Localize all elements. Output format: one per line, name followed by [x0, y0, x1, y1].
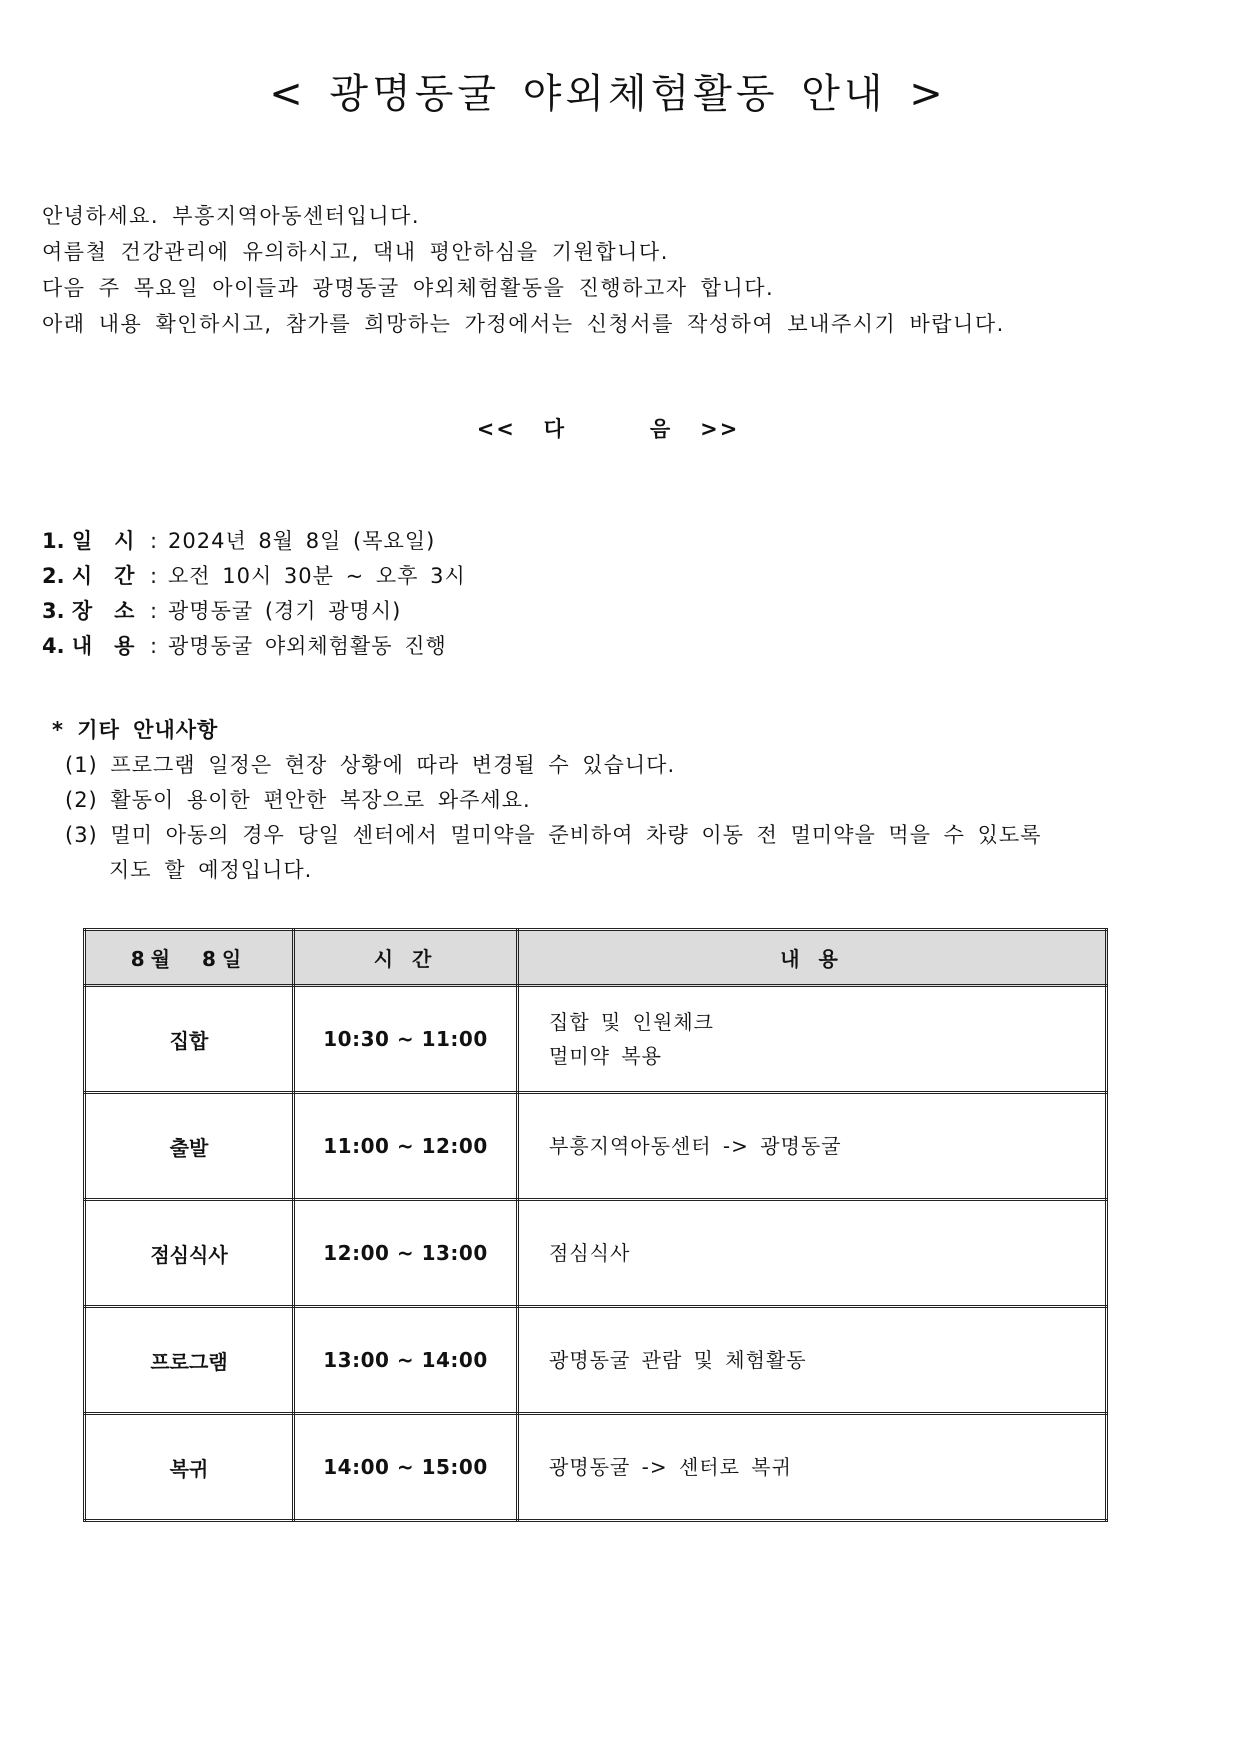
- document-title: < 광명동굴 야외체험활동 안내 >: [269, 71, 947, 117]
- description-line: 부흥지역아동센터 -> 광명동굴: [549, 1134, 842, 1158]
- schedule-table: [83, 928, 1108, 1522]
- description-line: 집합 및 인원체크: [549, 1010, 714, 1034]
- info-value: 광명동굴 야외체험활동 진행: [168, 634, 447, 658]
- info-row-time: [42, 559, 466, 594]
- info-colon: :: [150, 564, 158, 588]
- note-item-continuation: 지도 할 예정입니다.: [109, 858, 313, 882]
- row-description: [518, 1414, 1107, 1521]
- info-value: 광명동굴 (경기 광명시): [168, 599, 402, 623]
- row-time: 12:00 ~ 13:00: [294, 1200, 518, 1307]
- table-row: [85, 1093, 1107, 1200]
- description-line: 광명동굴 -> 센터로 복귀: [549, 1455, 792, 1479]
- info-label: 3. 장 소: [42, 599, 135, 623]
- event-info-list: [42, 524, 466, 664]
- section-heading: << 다 음 >>: [476, 417, 740, 441]
- info-colon: :: [150, 529, 158, 553]
- header-time: 시 간: [294, 930, 518, 986]
- row-time: 11:00 ~ 12:00: [294, 1093, 518, 1200]
- row-time: 14:00 ~ 15:00: [294, 1414, 518, 1521]
- row-description: [518, 986, 1107, 1093]
- row-description: [518, 1307, 1107, 1414]
- note-item: (2) 활동이 용이한 편안한 복장으로 와주세요.: [65, 788, 531, 812]
- description-line: 광명동굴 관람 및 체험활동: [549, 1348, 807, 1372]
- description-line: 점심식사: [549, 1241, 631, 1265]
- description-line: 멀미약 복용: [549, 1044, 662, 1068]
- intro-paragraph: [42, 198, 1005, 342]
- table-row: [85, 1200, 1107, 1307]
- row-item: 집합: [85, 986, 294, 1093]
- row-item: 복귀: [85, 1414, 294, 1521]
- intro-line: 안녕하세요. 부흥지역아동센터입니다.: [42, 204, 421, 228]
- info-row-place: [42, 594, 466, 629]
- note-item: (3) 멀미 아동의 경우 당일 센터에서 멀미약을 준비하여 차량 이동 전 멀미약을 먹을 수 있도록: [65, 823, 1042, 847]
- info-row-date: [42, 524, 466, 559]
- row-description: [518, 1200, 1107, 1307]
- intro-line: 아래 내용 확인하시고, 참가를 희망하는 가정에서는 신청서를 작성하여 보내주시기 바랍니다.: [42, 312, 1005, 336]
- note-item: (1) 프로그램 일정은 현장 상황에 따라 변경될 수 있습니다.: [65, 753, 676, 777]
- info-label: 4. 내 용: [42, 634, 135, 658]
- row-item: 프로그램: [85, 1307, 294, 1414]
- info-value: 2024년 8월 8일 (목요일): [168, 529, 436, 553]
- intro-line: 여름철 건강관리에 유의하시고, 댁내 평안하심을 기원합니다.: [42, 240, 669, 264]
- row-item: 출발: [85, 1093, 294, 1200]
- intro-line: 다음 주 목요일 아이들과 광명동굴 야외체험활동을 진행하고자 합니다.: [42, 276, 775, 300]
- additional-notes: [52, 713, 1042, 888]
- row-time: 13:00 ~ 14:00: [294, 1307, 518, 1414]
- info-label: 2. 시 간: [42, 564, 135, 588]
- notes-title: * 기타 안내사항: [52, 718, 219, 742]
- info-row-content: [42, 629, 466, 664]
- header-content: 내 용: [518, 930, 1107, 986]
- info-value: 오전 10시 30분 ~ 오후 3시: [168, 564, 466, 588]
- header-date: 8월 8일: [85, 930, 294, 986]
- info-colon: :: [150, 599, 158, 623]
- table-row: [85, 986, 1107, 1093]
- info-label: 1. 일 시: [42, 529, 135, 553]
- table-header-row: [85, 930, 1107, 986]
- info-colon: :: [150, 634, 158, 658]
- row-description: [518, 1093, 1107, 1200]
- row-time: 10:30 ~ 11:00: [294, 986, 518, 1093]
- row-item: 점심식사: [85, 1200, 294, 1307]
- table-row: [85, 1307, 1107, 1414]
- table-row: [85, 1414, 1107, 1521]
